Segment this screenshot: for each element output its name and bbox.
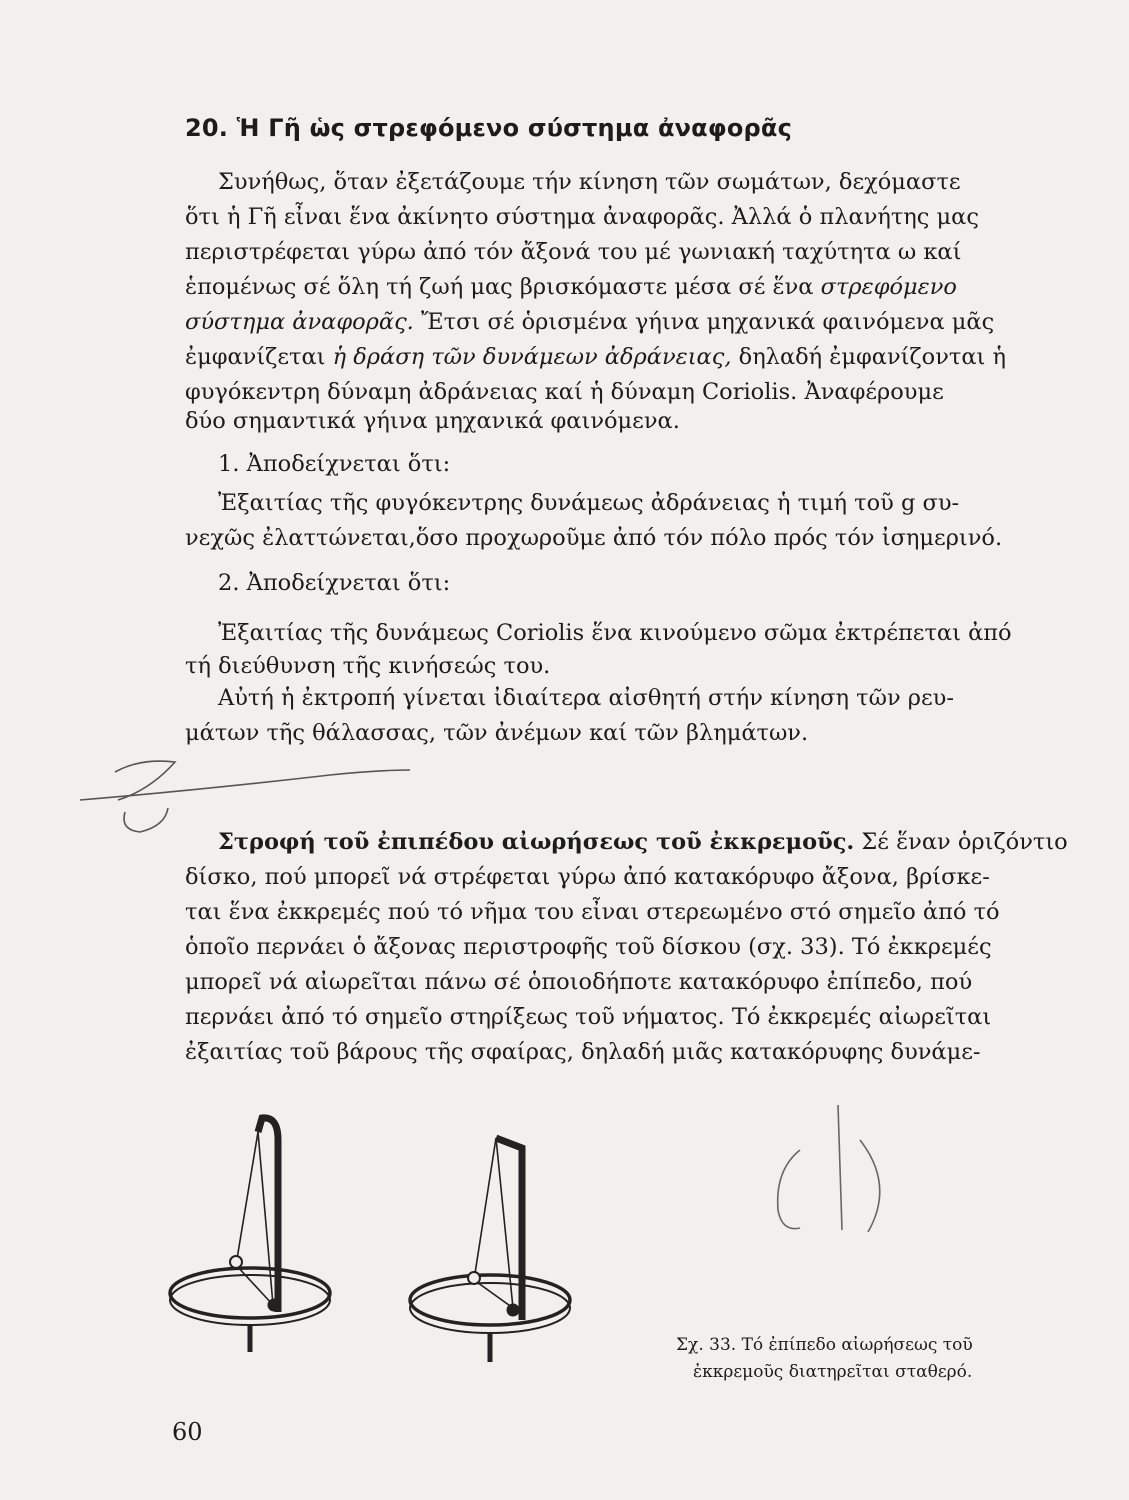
paragraph-line: ἐξαιτίας τοῦ βάρους τῆς σφαίρας, δηλαδή μιᾶς κατακόρυφης δυνάμε- — [185, 1039, 981, 1065]
subsection-title: Στροφή τοῦ ἐπιπέδου αἰωρήσεως τοῦ ἐκκρεμοῦς. — [218, 829, 855, 855]
section-heading: 20. Ἡ Γῆ ὡς στρεφόμενο σύστημα ἀναφορᾶς — [185, 114, 793, 142]
paragraph-line: δίσκο, πού μπορεῖ νά στρέφεται γύρω ἀπό κατακόρυφο ἄξονα, βρίσκε- — [185, 864, 990, 890]
figure-caption: ἐκκρεμοῦς διατηρεῖται σταθερό. — [693, 1362, 973, 1382]
paragraph-line: Ἐξαιτίας τῆς δυνάμεως Coriolis ἕνα κινούμενο σῶμα ἐκτρέπεται ἀπό — [218, 620, 1012, 646]
pendulum-apparatus-left — [170, 1118, 330, 1352]
handwritten-mark — [778, 1105, 880, 1232]
paragraph-line: φυγόκεντρη δύναμη ἀδράνειας καί ἡ δύναμη Coriolis. Ἀναφέρουμε — [185, 379, 944, 405]
paragraph-line: Αὐτή ἡ ἐκτροπή γίνεται ἰδιαίτερα αἰσθητή στήν κίνηση τῶν ρευ- — [218, 685, 954, 711]
paragraph-line: ὁποῖο περνάει ὁ ἄξονας περιστροφῆς τοῦ δίσκου (σχ. 33). Τό ἐκκρεμές — [185, 934, 992, 960]
pendulum-apparatus-right — [410, 1138, 570, 1362]
paragraph-line: Συνήθως, ὅταν ἐξετάζουμε τήν κίνηση τῶν σωμάτων, δεχόμαστε — [218, 169, 961, 195]
list-item-label: 2. Ἀποδείχνεται ὅτι: — [218, 570, 451, 596]
paragraph-line: δύο σημαντικά γήινα μηχανικά φαινόμενα. — [185, 408, 680, 434]
page-number: 60 — [172, 1418, 203, 1446]
paragraph-line: περνάει ἀπό τό σημεῖο στηρίξεως τοῦ νήματος. Τό ἐκκρεμές αἰωρεῖται — [185, 1004, 992, 1030]
text-run: ἐμφανίζεται — [185, 344, 333, 370]
paragraph-line: τή διεύθυνση τῆς κινήσεώς του. — [185, 653, 551, 679]
list-item-label: 1. Ἀποδείχνεται ὅτι: — [218, 451, 451, 477]
text-run: ἑπομένως σέ ὅλη τή ζωή μας βρισκόμαστε μέσα σέ ἕνα — [185, 274, 821, 300]
pen-scribble-mark — [80, 761, 410, 832]
paragraph-line: Ἐξαιτίας τῆς φυγόκεντρης δυνάμεως ἀδράνειας ἡ τιμή τοῦ g συ- — [218, 490, 960, 516]
emphasis-text: στρεφόμενο — [820, 274, 957, 300]
emphasis-text: σύστημα ἀναφορᾶς. — [185, 309, 414, 335]
paragraph-line: μπορεῖ νά αἰωρεῖται πάνω σέ ὁποιοδήποτε κατακόρυφο ἐπίπεδο, πού — [185, 969, 973, 995]
figure-caption: Σχ. 33. Τό ἐπίπεδο αἰωρήσεως τοῦ — [676, 1335, 973, 1355]
paragraph-line: νεχῶς ἐλαττώνεται,ὅσο προχωροῦμε ἀπό τόν πόλο πρός τόν ἰσημερινό. — [185, 525, 1003, 551]
paragraph-line: περιστρέφεται γύρω ἀπό τόν ἄξονά του μέ γωνιακή ταχύτητα ω καί — [185, 239, 962, 265]
text-run: δηλαδή ἐμφανίζονται ἡ — [731, 344, 1006, 370]
paragraph-line: μάτων τῆς θάλασσας, τῶν ἀνέμων καί τῶν βλημάτων. — [185, 720, 809, 746]
emphasis-text: ἡ δράση τῶν δυνάμεων ἀδράνειας, — [332, 344, 732, 370]
text-run: Ἔτσι σέ ὁρισμένα γήινα μηχανικά φαινόμενα μᾶς — [413, 309, 995, 335]
text-run: Σέ ἕναν ὁριζόντιο — [854, 829, 1068, 855]
paragraph-line: ται ἕνα ἐκκρεμές πού τό νῆμα του εἶναι στερεωμένο στό σημεῖο ἀπό τό — [185, 899, 1000, 925]
paragraph-line: ὅτι ἡ Γῆ εἶναι ἕνα ἀκίνητο σύστημα ἀναφορᾶς. Ἀλλά ὁ πλανήτης μας — [185, 204, 979, 230]
